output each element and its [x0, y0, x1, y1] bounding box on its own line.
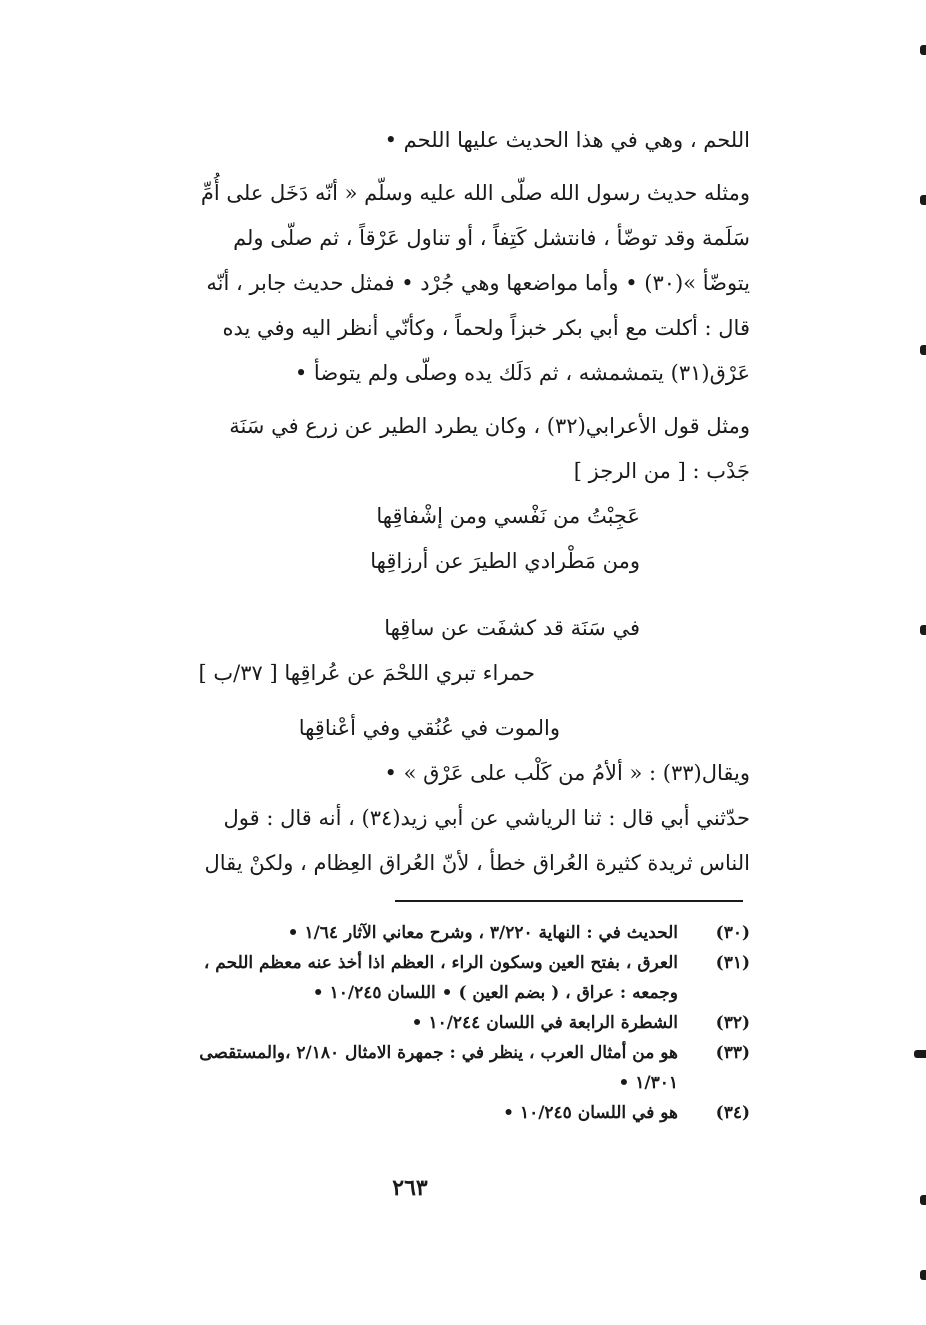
footnote-number: (٣٣): [715, 1043, 750, 1063]
footnote-text: [95, 918, 678, 948]
poem-verse: ومن مَطْرادي الطيرَ عن أرزاقِها: [370, 549, 640, 573]
footnote-text: [95, 1098, 678, 1128]
footnote-number: (٣١): [715, 953, 750, 973]
main-text: [95, 118, 750, 886]
text-line: ومثله حديث رسول الله صلّى الله عليه وسلّم « أنّه دَخَل على أُمِّ: [200, 181, 750, 205]
footnote-line: ١/٣٠١ •: [618, 1073, 678, 1093]
text-line: عَرْق(٣١) يتمشمشه ، ثم دَلَك يده وصلّى ولم يتوضأ •: [294, 361, 750, 385]
footnote-text: [95, 948, 678, 1008]
footnote-34: [95, 1098, 750, 1128]
text-line: الناس ثريدة كثيرة العُراق خطأ ، لأنّ العُراق العِظام ، ولكنْ يقال: [204, 851, 750, 875]
paragraph-1: [95, 118, 750, 163]
poem-verse: والموت في عُنُقي وفي أعْناقِها: [298, 716, 560, 740]
footnote-divider: [395, 900, 743, 902]
footnote-30: [95, 918, 750, 948]
footnote-line: هو في اللسان ١٠/٢٤٥ •: [503, 1103, 678, 1123]
scan-edge-mark: [920, 1195, 926, 1205]
footnote-31: [95, 948, 750, 1008]
footnote-line: وجمعه : عراق ، ( بضم العين ) • اللسان ١٠/٢٤٥ •: [312, 983, 678, 1003]
text-line: اللحم ، وهي في هذا الحديث عليها اللحم •: [384, 128, 750, 152]
footnote-32: [95, 1008, 750, 1038]
text-line: حدّثني أبي قال : ثنا الرياشي عن أبي زيد(٣٤) ، أنه قال : قول: [223, 806, 750, 830]
footnote-line: هو من أمثال العرب ، ينظر في : جمهرة الامثال ٢/١٨٠ ،والمستقصى: [199, 1043, 678, 1063]
text-line: جَدْب : [ من الرجز ]: [573, 459, 750, 483]
page-number: ٢٦٣: [392, 1175, 428, 1201]
paragraph-5: [95, 796, 750, 886]
footnote-number: (٣٢): [715, 1013, 750, 1033]
text-line: يتوضّأ »(٣٠) • وأما مواضعها وهي جُرْد • فمثل حديث جابر ، أنّه: [206, 271, 750, 295]
footnotes: [95, 918, 750, 1128]
scan-edge-mark: [920, 625, 926, 635]
paragraph-3: [95, 404, 750, 494]
scan-edge-mark: [914, 1050, 926, 1058]
footnote-33: [95, 1038, 750, 1098]
footnote-text: [95, 1008, 678, 1038]
text-line: قال : أكلت مع أبي بكر خبزاً ولحماً ، وكأنّي أنظر اليه وفي يده: [222, 316, 750, 340]
scan-edge-mark: [920, 45, 926, 55]
text-line: سَلَمة وقد توضّأ ، فانتشل كَتِفاً ، أو تناول عَرْقاً ، ثم صلّى ولم: [233, 226, 750, 250]
scan-edge-mark: [920, 1270, 926, 1280]
paragraph-4: [95, 751, 750, 796]
text-line: ومثل قول الأعرابي(٣٢) ، وكان يطرد الطير عن زرع في سَنَة: [229, 414, 750, 438]
footnote-text: [95, 1038, 678, 1098]
footnote-line: العرق ، بفتح العين وسكون الراء ، العظم اذا أخذ عنه معظم اللحم ،: [203, 953, 678, 973]
footnote-number: (٣٤): [715, 1103, 750, 1123]
footnote-line: الشطرة الرابعة في اللسان ١٠/٢٤٤ •: [411, 1013, 678, 1033]
scan-edge-mark: [920, 195, 926, 205]
poem-verse: عَجِبْتُ من نَفْسي ومن إشْفاقِها: [376, 504, 640, 528]
text-line: ويقال(٣٣) : « ألأمُ من كَلْب على عَرْق » •: [384, 761, 750, 785]
paragraph-2: [95, 171, 750, 396]
poem-verse: في سَنَة قد كشفَت عن ساقِها: [384, 616, 640, 640]
footnote-line: الحديث في : النهاية ٣/٢٢٠ ، وشرح معاني الآثار ١/٦٤ •: [287, 923, 678, 943]
poem: [95, 494, 750, 751]
scan-edge-mark: [920, 345, 926, 355]
footnote-number: (٣٠): [715, 923, 750, 943]
poem-verse: حمراء تبري اللحْمَ عن عُراقِها [ ٣٧/ب ]: [198, 661, 535, 685]
